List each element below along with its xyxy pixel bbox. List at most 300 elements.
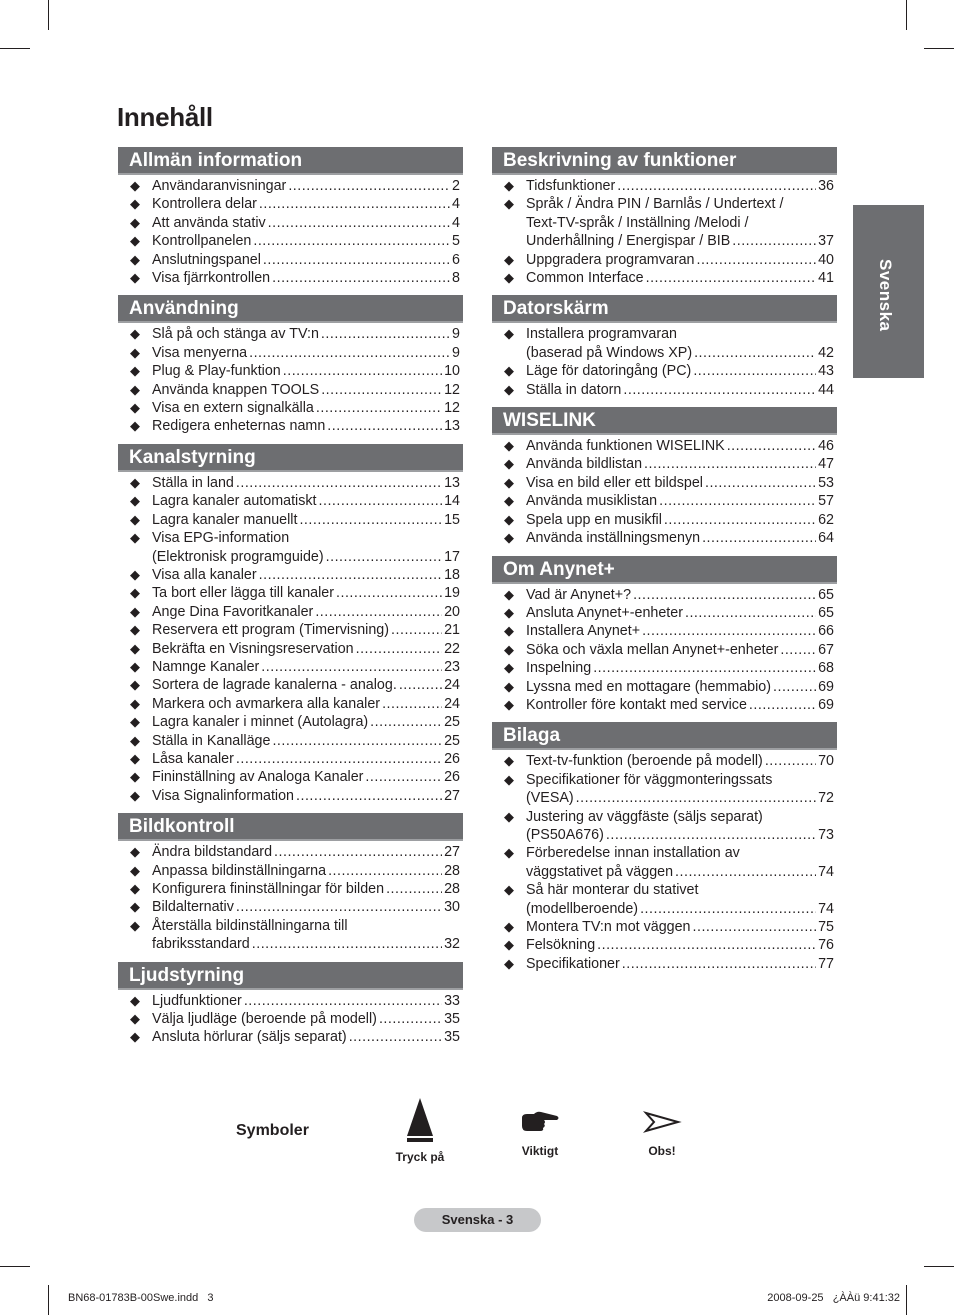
toc-page-number: 40: [818, 251, 834, 268]
dot-leader: [236, 898, 442, 916]
toc-page-number: 37: [818, 233, 834, 250]
dot-leader: [349, 1028, 442, 1046]
symbol-important: [505, 1110, 575, 1158]
crop-mark: [906, 0, 907, 30]
toc-entry: [118, 658, 463, 676]
toc-entry-text: väggstativet på väggen: [526, 863, 674, 880]
dot-leader: [696, 251, 816, 269]
section-heading: Om Anynet+: [492, 556, 837, 584]
toc-entry-row: [526, 177, 834, 195]
bullet-icon: ◆: [130, 769, 140, 785]
toc-entry: [492, 678, 837, 696]
toc-page-number: 53: [818, 474, 834, 491]
toc-entry: [118, 362, 463, 380]
toc-entry-row: [152, 417, 460, 435]
toc-entry-row: [152, 474, 460, 492]
toc-entry-text: Kontrollera delar: [152, 196, 257, 213]
toc-entry-text: Låsa kanaler: [152, 750, 234, 767]
toc-entry-row: [526, 678, 834, 696]
toc-entry: [118, 177, 463, 195]
toc-entry: [492, 362, 837, 380]
toc-entry-text: Använda knappen TOOLS: [152, 381, 320, 398]
toc-section: [118, 295, 463, 435]
dot-leader: [617, 177, 816, 195]
crop-mark: [48, 0, 49, 30]
dot-leader: [780, 641, 816, 659]
bullet-icon: ◆: [504, 845, 514, 861]
toc-page-number: 20: [444, 603, 460, 620]
bullet-icon: ◆: [504, 586, 514, 602]
toc-section: [492, 556, 837, 715]
toc-entry: [118, 417, 463, 435]
toc-entry-text: Välja ljudläge (beroende på modell): [152, 1011, 377, 1028]
toc-entry: [118, 269, 463, 287]
footer-date: 2008-09-25 ¿ÀÀü 9:41:32: [767, 1292, 900, 1304]
toc-section: [492, 295, 837, 399]
toc-entry-text: Att använda stativ: [152, 214, 266, 231]
bullet-icon: ◆: [504, 753, 514, 769]
toc-entry: [492, 437, 837, 455]
dot-leader: [274, 843, 442, 861]
toc-page-number: 12: [444, 381, 460, 398]
crop-mark: [0, 1266, 30, 1267]
toc-page-number: 67: [818, 641, 834, 658]
toc-entry-row: [152, 898, 460, 916]
toc-entry-row: [526, 696, 834, 714]
symbol-label: Viktigt: [521, 1144, 559, 1158]
toc-entry-text: Använda inställningsmenyn: [526, 530, 701, 547]
toc-entry: [118, 880, 463, 898]
toc-entry-text: Ställa in datorn: [526, 381, 622, 398]
symbol-label: Obs!: [648, 1144, 676, 1158]
crop-mark: [0, 48, 30, 49]
bullet-icon: ◆: [130, 270, 140, 286]
crop-mark: [924, 1266, 954, 1267]
toc-entry-text: Visa Signalinformation: [152, 787, 294, 804]
toc-entry-text: Så här monterar du stativet: [526, 882, 699, 899]
toc-entry-text: Inspelning: [526, 660, 592, 677]
toc-entry: [492, 659, 837, 677]
toc-page-number: 44: [818, 381, 834, 398]
toc-entry: [118, 325, 463, 343]
toc-entry-text: Montera TV:n mot väggen: [526, 919, 691, 935]
arrow-pointer-icon: [642, 1110, 682, 1134]
section-heading: Bilaga: [492, 722, 837, 750]
toc-page-number: 75: [818, 919, 834, 935]
bullet-icon: ◆: [504, 381, 514, 397]
toc-entry-text: Slå på och stänga av TV:n: [152, 326, 319, 343]
bullet-icon: ◆: [130, 196, 140, 212]
bullet-icon: ◆: [130, 603, 140, 619]
bullet-icon: ◆: [130, 862, 140, 878]
section-heading: Allmän information: [118, 147, 463, 175]
toc-page-number: 4: [452, 196, 460, 213]
toc-entry: [118, 695, 463, 713]
toc-entry-row: [152, 584, 460, 602]
toc-page-number: 42: [818, 344, 834, 361]
dot-leader: [272, 269, 450, 287]
bullet-icon: ◆: [130, 899, 140, 915]
toc-page-number: 46: [818, 438, 834, 455]
toc-entry: [492, 808, 837, 845]
toc-entry: [492, 177, 837, 195]
dot-leader: [646, 269, 816, 287]
toc-list: [492, 325, 837, 399]
toc-page-number: 69: [818, 696, 834, 713]
toc-page-number: 5: [452, 233, 460, 250]
dot-leader: [765, 752, 816, 770]
toc-entry-text: Ange Dina Favoritkanaler: [152, 603, 314, 620]
toc-entry-row: [152, 511, 460, 529]
toc-entry: [118, 713, 463, 731]
dot-leader: [299, 511, 442, 529]
toc-entry-row: [152, 251, 460, 269]
dot-leader: [268, 214, 450, 232]
dot-leader: [386, 880, 442, 898]
toc-entry-row: [152, 344, 460, 362]
toc-list: [492, 752, 837, 973]
page-number: Svenska - 3: [414, 1208, 541, 1232]
toc-entry-text: Justering av väggfäste (säljs separat): [526, 808, 763, 825]
page-title: Innehåll: [117, 102, 213, 132]
toc-entry: [118, 344, 463, 362]
dot-leader: [236, 474, 442, 492]
bullet-icon: ◆: [504, 937, 514, 953]
symbol-note: [627, 1110, 697, 1158]
toc-page-number: 66: [818, 623, 834, 640]
toc-entry: [118, 474, 463, 492]
dot-leader: [249, 344, 450, 362]
toc-page-number: 43: [818, 363, 834, 380]
dot-leader: [576, 789, 816, 807]
dot-leader: [319, 492, 443, 510]
toc-entry-text: Namnge Kanaler: [152, 658, 260, 675]
toc-entry: [492, 936, 837, 954]
toc-entry-row: [152, 658, 460, 676]
dot-leader: [640, 900, 816, 918]
toc-entry-text: (Elektronisk programguide): [152, 548, 324, 565]
dot-leader: [623, 381, 816, 399]
toc-list: [492, 586, 837, 715]
bullet-icon: ◆: [504, 456, 514, 472]
bullet-icon: ◆: [130, 732, 140, 748]
toc-entry: [492, 195, 837, 250]
dot-leader: [606, 826, 816, 844]
toc-entry-text: Visa en bild eller ett bildspel: [526, 474, 703, 491]
toc-entry: [118, 214, 463, 232]
toc-page-number: 9: [452, 326, 460, 343]
dot-leader: [370, 713, 442, 731]
toc-entry-row: [152, 325, 460, 343]
dot-leader: [327, 417, 442, 435]
toc-page-number: 25: [444, 714, 460, 731]
dot-leader: [321, 325, 450, 343]
toc-entry-row: [152, 232, 460, 250]
toc-entry-row: [526, 251, 834, 269]
toc-entry: [492, 918, 837, 936]
dot-leader: [316, 399, 442, 417]
toc-entry-row: [526, 789, 834, 807]
toc-entry-text: Uppgradera programvaran: [526, 251, 695, 268]
dot-leader: [263, 251, 450, 269]
bullet-icon: ◆: [130, 511, 140, 527]
toc-entry-text: (modellberoende): [526, 900, 639, 917]
toc-entry-text: Konfigurera fininställningar för bilden: [152, 881, 385, 897]
toc-entry-text: Sortera de lagrade kanalerna - analog.: [152, 677, 397, 694]
toc-page-number: 76: [818, 937, 834, 954]
bullet-icon: ◆: [504, 511, 514, 527]
toc-entry: [118, 862, 463, 880]
toc-page-number: 33: [444, 992, 460, 1009]
language-side-tab: [853, 205, 924, 378]
bullet-icon: ◆: [504, 493, 514, 509]
bullet-icon: ◆: [130, 566, 140, 582]
toc-page-number: 27: [444, 844, 460, 861]
toc-entry-text: Lagra kanaler automatiskt: [152, 493, 317, 510]
bullet-icon: ◆: [130, 326, 140, 342]
dot-leader: [675, 863, 816, 881]
toc-entry: [492, 492, 837, 510]
toc-entry-row: [152, 548, 460, 566]
bullet-icon: ◆: [504, 771, 514, 787]
toc-entry: [118, 566, 463, 584]
toc-page-number: 18: [444, 566, 460, 583]
section-heading: Ljudstyrning: [118, 962, 463, 990]
toc-entry-text: Common Interface: [526, 270, 644, 287]
toc-entry-row: [152, 399, 460, 417]
toc-page-number: 30: [444, 899, 460, 916]
toc-entry-row: [526, 529, 834, 547]
dot-leader: [315, 603, 442, 621]
toc-entry-row: [526, 586, 834, 604]
toc-list: [118, 843, 463, 953]
section-heading: Bildkontroll: [118, 813, 463, 841]
toc-page-number: 12: [444, 400, 460, 417]
toc-entry-text: Anslutningspanel: [152, 251, 261, 268]
toc-entry-row: [152, 750, 460, 768]
pointing-hand-icon: [520, 1110, 560, 1134]
bullet-icon: ◆: [130, 178, 140, 193]
toc-entry-text: Specifikationer: [526, 955, 620, 972]
toc-entry-text: Fininställning av Analoga Kanaler: [152, 769, 364, 786]
toc-entry-text: Använda bildlistan: [526, 456, 643, 473]
bullet-icon: ◆: [504, 919, 514, 934]
toc-page-number: 24: [444, 677, 460, 694]
toc-entry-row: [526, 604, 834, 622]
toc-entry: [492, 529, 837, 547]
dot-leader: [693, 362, 816, 380]
toc-entry-text: Ställa in Kanalläge: [152, 732, 271, 749]
toc-entry: [118, 898, 463, 916]
toc-entry-row: [152, 862, 460, 880]
toc-entry-text: (PS50A676): [526, 826, 604, 843]
bullet-icon: ◆: [130, 622, 140, 638]
toc-entry-text: Läge för datoringång (PC): [526, 363, 692, 380]
toc-page-number: 64: [818, 530, 834, 547]
toc-entry-text: Ställa in land: [152, 474, 234, 491]
toc-entry-text: Söka och växla mellan Anynet+-enheter: [526, 641, 779, 658]
symbol-label: Tryck på: [395, 1150, 445, 1164]
dot-leader: [694, 344, 816, 362]
toc-entry-text: Bekräfta en Visningsreservation: [152, 640, 354, 657]
toc-page-number: 70: [818, 753, 834, 770]
bullet-icon: ◆: [504, 623, 514, 639]
toc-entry-text: Felsökning: [526, 937, 596, 954]
dot-leader: [391, 621, 442, 639]
dot-leader: [727, 437, 816, 455]
toc-entry-row: [152, 676, 460, 694]
section-heading: Användning: [118, 295, 463, 323]
section-heading: Datorskärm: [492, 295, 837, 323]
toc-entry-text: Använda musiklistan: [526, 493, 658, 510]
bullet-icon: ◆: [130, 1011, 140, 1027]
toc-entry-row: [152, 362, 460, 380]
toc-entry-row: [526, 641, 834, 659]
toc-page-number: 32: [444, 936, 460, 953]
toc-page-number: 26: [444, 750, 460, 767]
toc-entry-row: [152, 640, 460, 658]
bullet-icon: ◆: [504, 438, 514, 454]
dot-leader: [597, 936, 816, 954]
toc-entry: [118, 676, 463, 694]
toc-entry: [118, 768, 463, 786]
toc-entry-row: [152, 695, 460, 713]
dot-leader: [328, 862, 442, 880]
toc-entry-row: [526, 344, 834, 362]
toc-entry-text: fabriksstandard: [152, 936, 250, 953]
dot-leader: [259, 195, 450, 213]
dot-leader: [685, 604, 816, 622]
toc-entry: [118, 1028, 463, 1046]
dot-leader: [382, 695, 442, 713]
bullet-icon: ◆: [130, 474, 140, 490]
toc-section: [492, 722, 837, 973]
toc-page-number: 22: [444, 640, 460, 657]
crop-mark: [906, 1285, 907, 1315]
bullet-icon: ◆: [130, 381, 140, 397]
toc-page-number: 14: [444, 493, 460, 510]
footer-file: BN68-01783B-00Swe.indd 3: [68, 1292, 214, 1304]
bullet-icon: ◆: [130, 787, 140, 803]
dot-leader: [236, 750, 442, 768]
bullet-icon: ◆: [130, 214, 140, 230]
bullet-icon: ◆: [130, 917, 140, 933]
toc-entry-row: [526, 492, 834, 510]
toc-page-number: 2: [452, 178, 460, 194]
toc-page-number: 77: [818, 955, 834, 972]
toc-entry-row: [526, 936, 834, 954]
toc-entry-text: Visa alla kanaler: [152, 566, 257, 583]
bullet-icon: ◆: [130, 640, 140, 656]
toc-page-number: 27: [444, 787, 460, 804]
toc-entry-row: [152, 713, 460, 731]
bullet-icon: ◆: [130, 585, 140, 601]
dot-leader: [773, 678, 816, 696]
dot-leader: [272, 732, 442, 750]
toc-right-column: [492, 147, 837, 981]
dot-leader: [644, 455, 816, 473]
bullet-icon: ◆: [504, 363, 514, 379]
toc-page-number: 65: [818, 586, 834, 603]
bullet-icon: ◆: [130, 418, 140, 434]
toc-page-number: 57: [818, 493, 834, 510]
toc-entry-row: [152, 992, 460, 1010]
section-heading: Beskrivning av funktioner: [492, 147, 837, 175]
toc-entry: [118, 732, 463, 750]
toc-page-number: 47: [818, 456, 834, 473]
dot-leader: [321, 381, 442, 399]
toc-entry: [118, 251, 463, 269]
toc-entry-text: Visa EPG-information: [152, 530, 290, 547]
toc-entry: [492, 622, 837, 640]
toc-entry-row: [526, 474, 834, 492]
toc-entry: [492, 604, 837, 622]
toc-entry-row: [526, 269, 834, 287]
toc-entry-text: Anpassa bildinställningarna: [152, 862, 327, 879]
toc-entry-row: [152, 177, 460, 195]
toc-entry-text: Markera och avmarkera alla kanaler: [152, 695, 381, 712]
toc-entry: [118, 992, 463, 1010]
dot-leader: [633, 586, 816, 604]
toc-entry-row: [526, 362, 834, 380]
bullet-icon: ◆: [504, 696, 514, 712]
toc-entry-row: [152, 732, 460, 750]
toc-entry: [492, 455, 837, 473]
dot-leader: [732, 232, 816, 250]
toc-entry: [118, 640, 463, 658]
toc-entry-text: (VESA): [526, 790, 574, 807]
crop-mark: [924, 48, 954, 49]
toc-entry-row: [152, 603, 460, 621]
toc-page-number: 36: [818, 178, 834, 194]
toc-entry: [118, 232, 463, 250]
toc-entry-text: Text-TV-språk / Inställning /Melodi /: [526, 214, 749, 231]
toc-list: [492, 177, 837, 287]
toc-entry-text: Spela upp en musikfil: [526, 511, 662, 528]
toc-page-number: 25: [444, 732, 460, 749]
toc-entry-text: Text-tv-funktion (beroende på modell): [526, 753, 763, 770]
bullet-icon: ◆: [130, 844, 140, 860]
bullet-icon: ◆: [130, 530, 140, 546]
toc-entry-text: Installera programvaran: [526, 326, 677, 343]
dot-leader: [705, 474, 816, 492]
toc-section: [118, 147, 463, 287]
dot-leader: [261, 658, 442, 676]
bullet-icon: ◆: [504, 270, 514, 286]
toc-entry-text: Visa menyerna: [152, 344, 248, 361]
bullet-icon: ◆: [130, 233, 140, 249]
toc-list: [118, 474, 463, 805]
bullet-icon: ◆: [504, 326, 514, 342]
bullet-icon: ◆: [504, 604, 514, 620]
dot-leader: [693, 918, 817, 936]
dot-leader: [252, 935, 442, 953]
toc-entry-text: Vad är Anynet+?: [526, 586, 632, 603]
toc-list: [492, 437, 837, 547]
bullet-icon: ◆: [130, 750, 140, 766]
bullet-icon: ◆: [504, 808, 514, 824]
toc-entry: [492, 511, 837, 529]
bullet-icon: ◆: [130, 658, 140, 674]
toc-entry-row: [152, 621, 460, 639]
toc-entry-text: Ändra bildstandard: [152, 844, 273, 861]
toc-page-number: 4: [452, 214, 460, 231]
toc-page-number: 23: [444, 658, 460, 675]
toc-entry-text: Specifikationer för väggmonteringssats: [526, 771, 773, 788]
toc-page-number: 28: [444, 862, 460, 879]
toc-entry-text: Ljudfunktioner: [152, 992, 242, 1009]
toc-entry: [118, 381, 463, 399]
